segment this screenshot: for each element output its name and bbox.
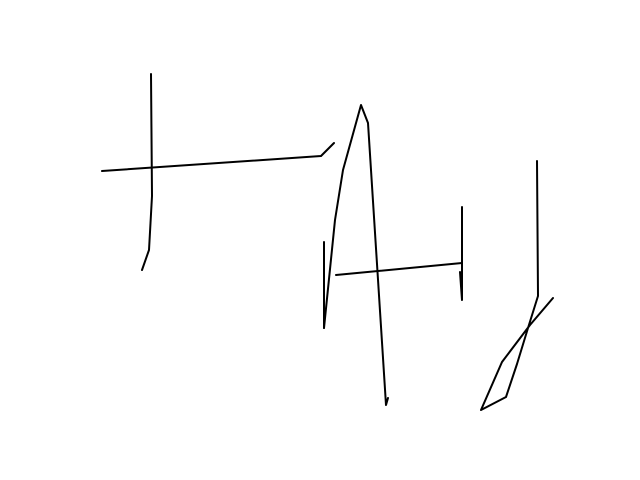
stroke-middle-zigzag — [324, 105, 388, 405]
stroke-right-vertical-loop — [481, 161, 553, 410]
stroke-left-vertical — [142, 74, 152, 270]
stroke-middle-right-vertical — [460, 207, 462, 300]
stroke-middle-crossbar — [336, 263, 462, 275]
stroke-left-horizontal — [102, 143, 334, 171]
ink-strokes — [102, 74, 553, 410]
